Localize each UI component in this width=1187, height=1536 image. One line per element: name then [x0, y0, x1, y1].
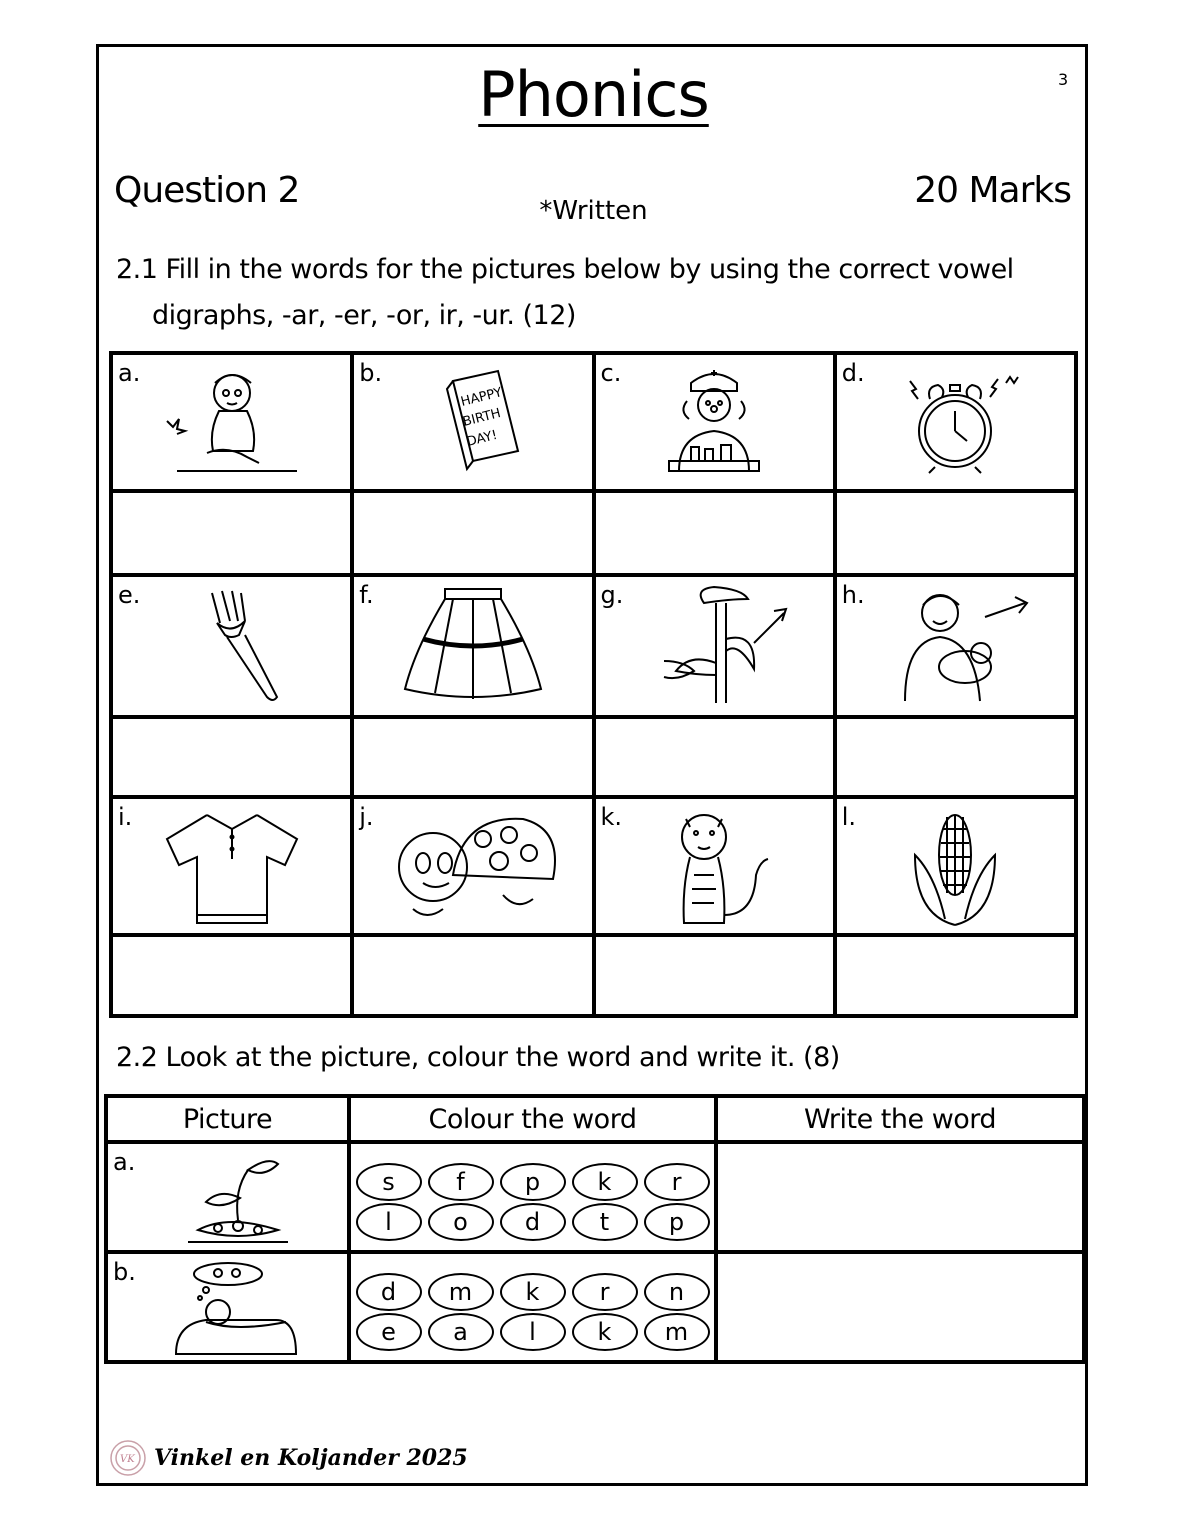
letter-oval[interactable]: f — [428, 1163, 494, 1201]
answer-cell-c[interactable] — [594, 491, 835, 575]
answer-cell-j[interactable] — [352, 935, 593, 1016]
written-note: *Written — [539, 196, 648, 226]
answer-cell-i[interactable] — [111, 935, 352, 1016]
birthday-card-icon — [398, 361, 548, 481]
item-label: g. — [600, 581, 624, 609]
answer-cell-h[interactable] — [835, 717, 1076, 797]
svg-text:BIRTH: BIRTH — [461, 405, 503, 430]
svg-text:HAPPY: HAPPY — [459, 385, 504, 410]
letter-oval[interactable]: d — [356, 1273, 422, 1311]
item-label: l. — [841, 803, 857, 831]
item-label: j. — [359, 803, 374, 831]
write-cell-2b[interactable] — [716, 1252, 1084, 1362]
answer-cell-e[interactable] — [111, 717, 352, 797]
item-label: h. — [841, 581, 865, 609]
item-label: a. — [113, 1148, 136, 1176]
answer-cell-l[interactable] — [835, 935, 1076, 1016]
letters-cell-2a — [349, 1142, 716, 1252]
letter-oval[interactable]: k — [500, 1273, 566, 1311]
picture-cell-b — [352, 353, 593, 491]
svg-text:DAY!: DAY! — [465, 427, 499, 450]
sleeping-dream-icon — [166, 1260, 306, 1358]
letter-oval[interactable]: p — [500, 1163, 566, 1201]
picture-word-grid — [109, 351, 1078, 1018]
plant-stem-icon — [634, 583, 794, 708]
item-label: k. — [600, 803, 623, 831]
letter-oval[interactable]: t — [572, 1203, 638, 1241]
picture-cell-j — [352, 797, 593, 935]
letter-oval[interactable]: k — [572, 1313, 638, 1351]
item-label: i. — [118, 803, 133, 831]
letter-oval[interactable]: o — [428, 1203, 494, 1241]
answer-cell-k[interactable] — [594, 935, 835, 1016]
letter-oval[interactable]: l — [500, 1313, 566, 1351]
item-label: d. — [841, 359, 865, 387]
letter-oval[interactable]: r — [572, 1273, 638, 1311]
boy-hurt-knee-icon — [157, 361, 307, 481]
marks-label: 20 Marks — [914, 170, 1071, 211]
picture-cell-c — [594, 353, 835, 491]
picture-cell-2a — [106, 1142, 349, 1252]
letter-oval[interactable]: l — [356, 1203, 422, 1241]
picture-cell-h — [835, 575, 1076, 717]
alarm-clock-icon — [880, 361, 1030, 481]
picture-cell-d — [835, 353, 1076, 491]
nurse-icon — [639, 361, 789, 486]
answer-cell-f[interactable] — [352, 717, 593, 797]
question-label: Question 2 — [114, 170, 300, 211]
vk-logo-icon — [108, 1438, 148, 1478]
corn-icon — [875, 805, 1035, 930]
sprout-soil-icon — [178, 1150, 298, 1248]
item-label: c. — [600, 359, 622, 387]
shirt-icon — [152, 805, 312, 930]
tiger-icon — [634, 805, 794, 930]
letter-oval[interactable]: s — [356, 1163, 422, 1201]
picture-cell-k — [594, 797, 835, 935]
answer-cell-a[interactable] — [111, 491, 352, 575]
answer-cell-g[interactable] — [594, 717, 835, 797]
picture-cell-g — [594, 575, 835, 717]
instruction-2-2: 2.2 Look at the picture, colour the word and write it. (8) — [116, 1042, 840, 1073]
picture-cell-a — [111, 353, 352, 491]
letter-oval[interactable]: d — [500, 1203, 566, 1241]
item-label: a. — [118, 359, 141, 387]
picture-cell-l — [835, 797, 1076, 935]
page-title: Phonics — [478, 58, 709, 131]
letter-oval[interactable]: n — [644, 1273, 710, 1311]
header-picture: Picture — [106, 1096, 349, 1142]
header-colour-the-word: Colour the word — [349, 1096, 716, 1142]
item-label: b. — [359, 359, 383, 387]
footer-text: Vinkel en Koljander 2025 — [154, 1445, 468, 1471]
letter-oval[interactable]: p — [644, 1203, 710, 1241]
fork-icon — [157, 583, 307, 708]
letter-oval[interactable]: e — [356, 1313, 422, 1351]
instruction-2-1-line2: digraphs, -ar, -er, -or, ir, -ur. (12) — [152, 300, 576, 331]
letter-oval[interactable]: m — [428, 1273, 494, 1311]
item-label: e. — [118, 581, 141, 609]
letters-cell-2b — [349, 1252, 716, 1362]
picture-cell-i — [111, 797, 352, 935]
picture-cell-f — [352, 575, 593, 717]
father-baby-icon — [875, 583, 1035, 708]
item-label: b. — [113, 1258, 136, 1286]
picture-cell-2b — [106, 1252, 349, 1362]
answer-cell-b[interactable] — [352, 491, 593, 575]
turtle-icon — [383, 805, 563, 930]
letter-oval[interactable]: r — [644, 1163, 710, 1201]
picture-cell-e — [111, 575, 352, 717]
skirt-icon — [393, 583, 553, 708]
colour-word-table — [104, 1094, 1086, 1364]
letter-oval[interactable]: a — [428, 1313, 494, 1351]
instruction-2-1-line1: 2.1 Fill in the words for the pictures below by using the correct vowel — [116, 254, 1014, 285]
footer — [108, 1438, 468, 1478]
svg-text:VK: VK — [120, 1454, 135, 1465]
item-label: f. — [359, 581, 374, 609]
write-cell-2a[interactable] — [716, 1142, 1084, 1252]
letter-oval[interactable]: k — [572, 1163, 638, 1201]
header-write-the-word: Write the word — [716, 1096, 1084, 1142]
page-number: 3 — [1058, 70, 1069, 89]
answer-cell-d[interactable] — [835, 491, 1076, 575]
letter-oval[interactable]: m — [644, 1313, 710, 1351]
